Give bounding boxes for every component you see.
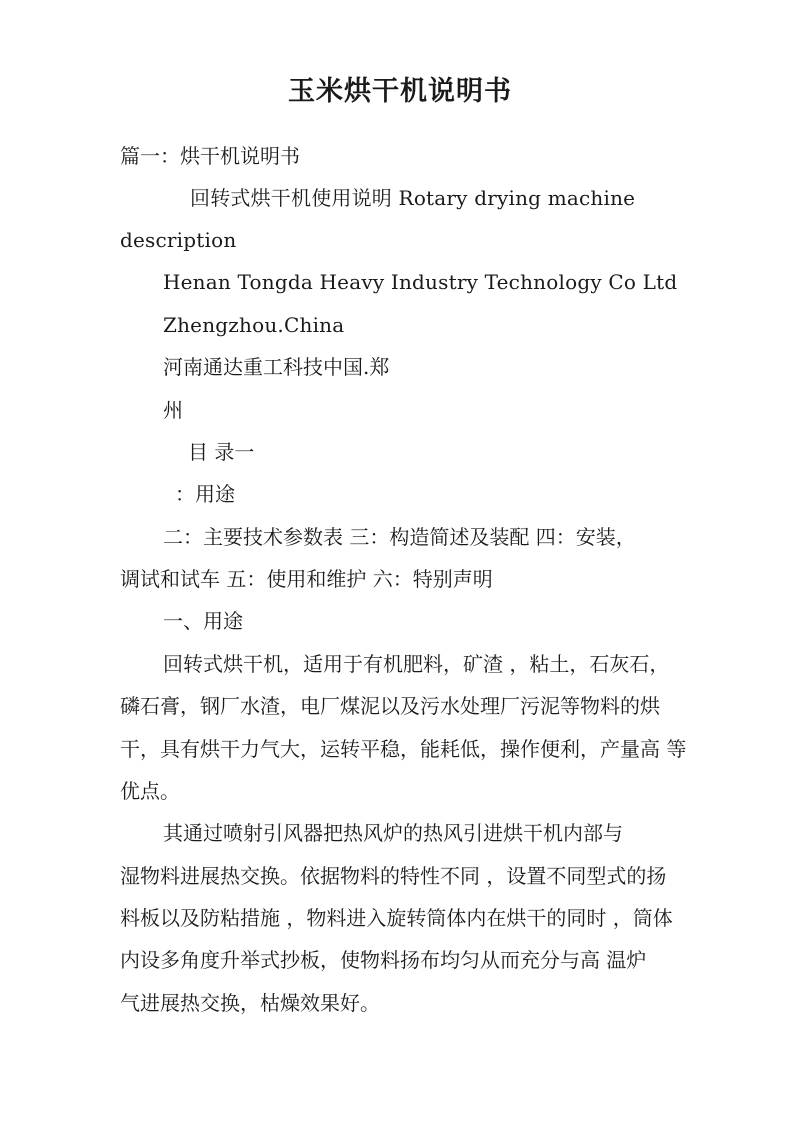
paragraph-2-line-3: 料板以及防粘措施 ，物料进入旋转筒体内在烘干的同时 ，筒体 — [120, 906, 673, 930]
toc-heading: 目 录一 — [188, 440, 255, 464]
paragraph-1-line-4: 优点。 — [120, 779, 180, 803]
toc-line-2: 调试和试车 五：使用和维护 六：特别声明 — [120, 567, 493, 591]
intro-line-1: 回转式烘干机使用说明 Rotary drying machine — [190, 186, 636, 210]
document-title: 玉米烘干机说明书 — [288, 76, 512, 107]
section-heading: 篇一：烘干机说明书 — [120, 144, 300, 168]
city-name-en: Zhengzhou.China — [163, 313, 345, 337]
paragraph-1-line-1: 回转式烘干机，适用于有机肥料，矿渣 ，粘土，石灰石， — [163, 652, 670, 676]
paragraph-2-line-4: 内设多角度升举式抄板，使物料扬布均匀从而充分与高 温炉 — [120, 948, 647, 972]
intro-line-2: description — [120, 228, 237, 252]
paragraph-2-line-2: 湿物料进展热交换。依据物料的特性不同 ，设置不同型式的扬 — [120, 864, 667, 888]
toc-item-usage: ：用途 — [175, 482, 235, 506]
paragraph-2-line-1: 其通过喷射引风器把热风炉的热风引进烘干机内部与 — [163, 821, 623, 845]
toc-line-1: 二：主要技术参数表 三：构造简述及装配 四：安装， — [163, 525, 636, 549]
company-name-cn: 河南通达重工科技中国.郑 — [163, 355, 390, 379]
company-name-en: Henan Tongda Heavy Industry Technology Co Ltd — [163, 270, 678, 294]
paragraph-2-line-5: 气进展热交换，枯燥效果好。 — [120, 991, 380, 1015]
paragraph-1-line-3: 干，具有烘干力气大，运转平稳，能耗低，操作便利，产量高 等 — [120, 737, 687, 761]
usage-heading: 一、用途 — [163, 609, 243, 633]
company-name-cn-cont: 州 — [163, 398, 183, 422]
paragraph-1-line-2: 磷石膏，钢厂水渣，电厂煤泥以及污水处理厂污泥等物料的烘 — [120, 694, 660, 718]
